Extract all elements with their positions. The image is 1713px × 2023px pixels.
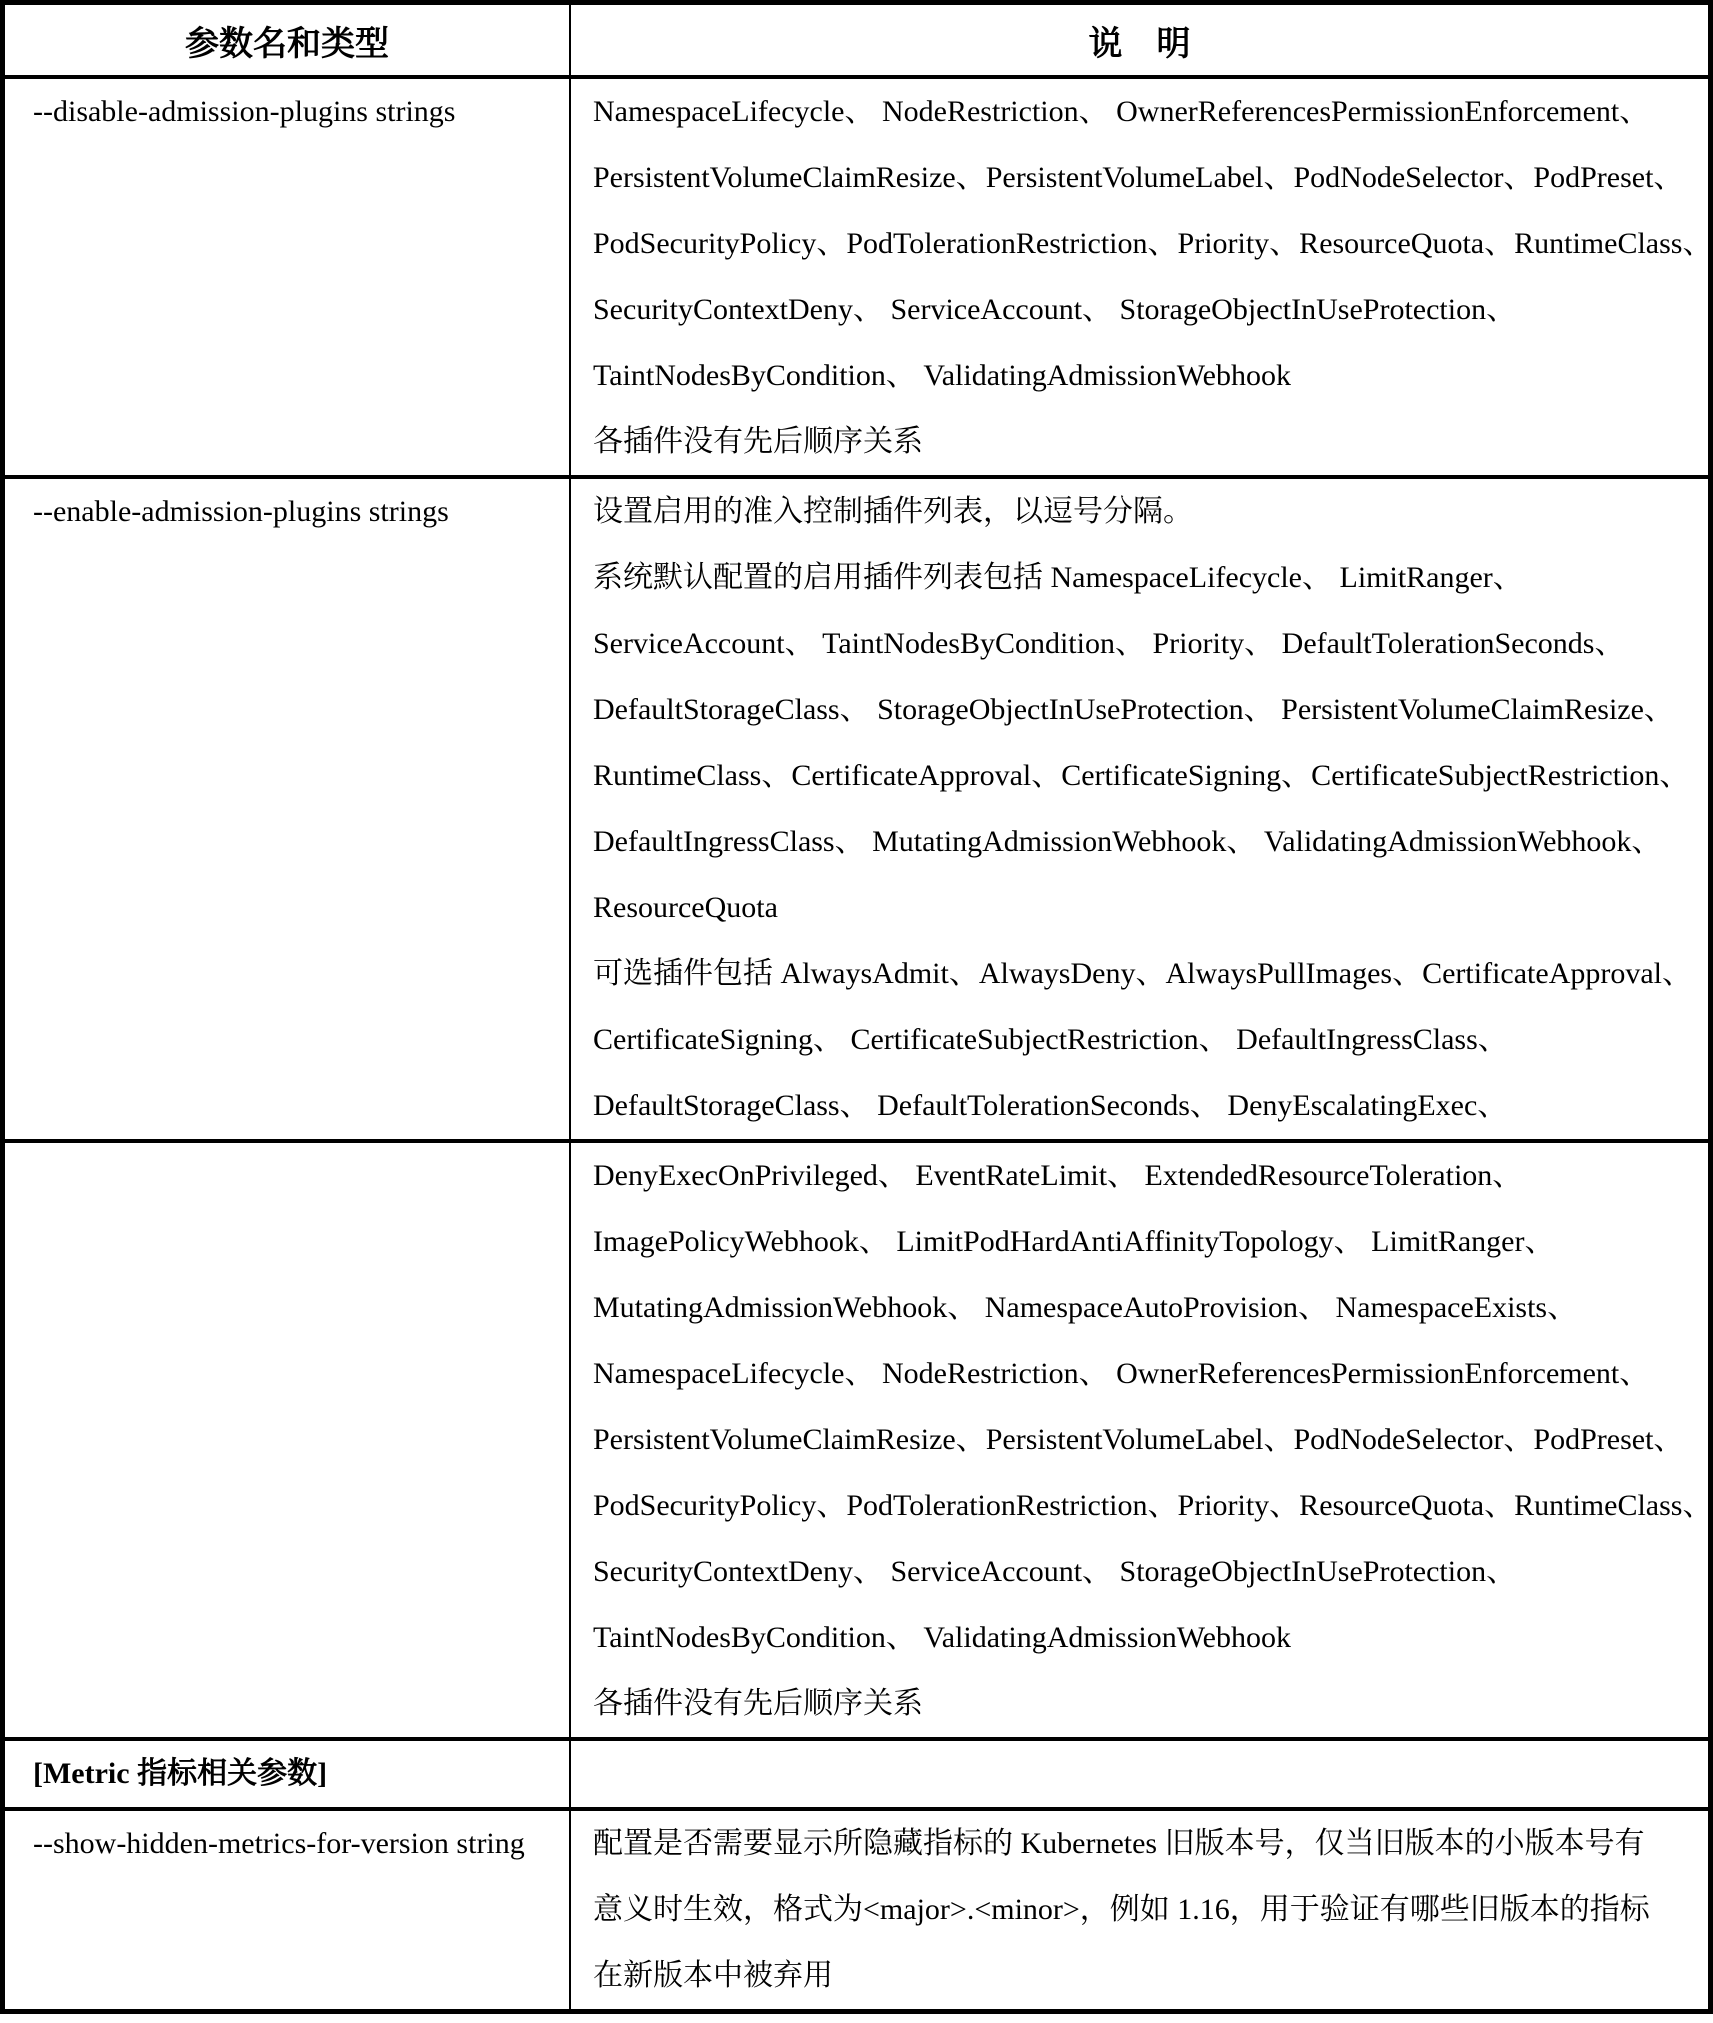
param-cell: [5, 1741, 571, 1807]
param-name: [Metric 指标相关参数]: [33, 1757, 328, 1790]
description-line: ResourceQuota: [593, 891, 778, 924]
description-line: 在新版本中被弃用: [593, 1959, 833, 1992]
description-line: MutatingAdmissionWebhook、 NamespaceAutoProvision、 NamespaceExists、: [593, 1291, 1578, 1324]
param-cell: [5, 1811, 571, 2009]
description-line: 意义时生效，格式为<major>.<minor>，例如 1.16，用于验证有哪些旧版本的指标: [593, 1893, 1650, 1926]
description-line: 系统默认配置的启用插件列表包括 NamespaceLifecycle、 LimitRanger、: [593, 561, 1523, 594]
description-cell: [571, 1143, 1713, 1737]
table-row: [5, 1737, 1708, 1807]
description-line: DefaultStorageClass、 StorageObjectInUseProtection、 PersistentVolumeClaimResize、: [593, 693, 1674, 726]
table-row: [5, 75, 1713, 475]
table-row: [5, 1139, 1713, 1737]
param-cell: [5, 1143, 571, 1737]
table-row: [5, 1807, 1708, 2009]
description-line: NamespaceLifecycle、 NodeRestriction、 OwnerReferencesPermissionEnforcement、: [593, 1357, 1650, 1390]
description-line: 可选插件包括 AlwaysAdmit、AlwaysDeny、AlwaysPullImages、CertificateApproval、: [593, 957, 1692, 990]
table-row: [5, 475, 1708, 1139]
description-cell: [571, 1811, 1708, 2009]
description-line: 各插件没有先后顺序关系: [593, 425, 923, 458]
description-line: PersistentVolumeClaimResize、PersistentVolumeLabel、PodNodeSelector、PodPreset、: [593, 161, 1684, 194]
description-line: ServiceAccount、 TaintNodesByCondition、 Priority、 DefaultTolerationSeconds、: [593, 627, 1625, 660]
description-cell: [571, 479, 1708, 1139]
column-header-param: [5, 5, 571, 75]
param-name: --enable-admission-plugins strings: [33, 495, 449, 528]
description-line: SecurityContextDeny、 ServiceAccount、 StorageObjectInUseProtection、: [593, 293, 1517, 326]
description-line: NamespaceLifecycle、 NodeRestriction、 OwnerReferencesPermissionEnforcement、: [593, 95, 1650, 128]
param-name: --show-hidden-metrics-for-version string: [33, 1827, 525, 1860]
description-line: CertificateSigning、 CertificateSubjectRestriction、 DefaultIngressClass、: [593, 1023, 1508, 1056]
column-header-description-label: 说 明: [1088, 24, 1191, 63]
description-line: SecurityContextDeny、 ServiceAccount、 StorageObjectInUseProtection、: [593, 1555, 1517, 1588]
description-line: RuntimeClass、CertificateApproval、CertificateSigning、CertificateSubjectRestriction、: [593, 759, 1690, 792]
param-cell: [5, 479, 571, 1139]
description-line: TaintNodesByCondition、 ValidatingAdmissionWebhook: [593, 359, 1291, 392]
column-header-param-label: 参数名和类型: [185, 24, 389, 63]
description-line: 配置是否需要显示所隐藏指标的 Kubernetes 旧版本号，仅当旧版本的小版本号有: [593, 1827, 1645, 1860]
description-line: 各插件没有先后顺序关系: [593, 1687, 923, 1720]
description-line: 设置启用的准入控制插件列表，以逗号分隔。: [593, 495, 1193, 528]
param-cell: [5, 79, 571, 475]
table-header-row: [5, 5, 1708, 75]
description-line: PersistentVolumeClaimResize、PersistentVolumeLabel、PodNodeSelector、PodPreset、: [593, 1423, 1684, 1456]
description-line: TaintNodesByCondition、 ValidatingAdmissionWebhook: [593, 1621, 1291, 1654]
description-line: ImagePolicyWebhook、 LimitPodHardAntiAffinityTopology、 LimitRanger、: [593, 1225, 1555, 1258]
description-line: DenyExecOnPrivileged、 EventRateLimit、 ExtendedResourceToleration、: [593, 1159, 1523, 1192]
description-line: PodSecurityPolicy、PodTolerationRestriction、Priority、ResourceQuota、RuntimeClass、: [593, 227, 1713, 260]
description-line: DefaultIngressClass、 MutatingAdmissionWebhook、 ValidatingAdmissionWebhook、: [593, 825, 1662, 858]
description-line: PodSecurityPolicy、PodTolerationRestriction、Priority、ResourceQuota、RuntimeClass、: [593, 1489, 1713, 1522]
param-name: --disable-admission-plugins strings: [33, 95, 456, 128]
description-cell: [571, 1741, 1708, 1807]
description-cell: [571, 79, 1713, 475]
description-line: DefaultStorageClass、 DefaultTolerationSeconds、 DenyEscalatingExec、: [593, 1089, 1508, 1122]
column-header-description: [571, 5, 1708, 75]
